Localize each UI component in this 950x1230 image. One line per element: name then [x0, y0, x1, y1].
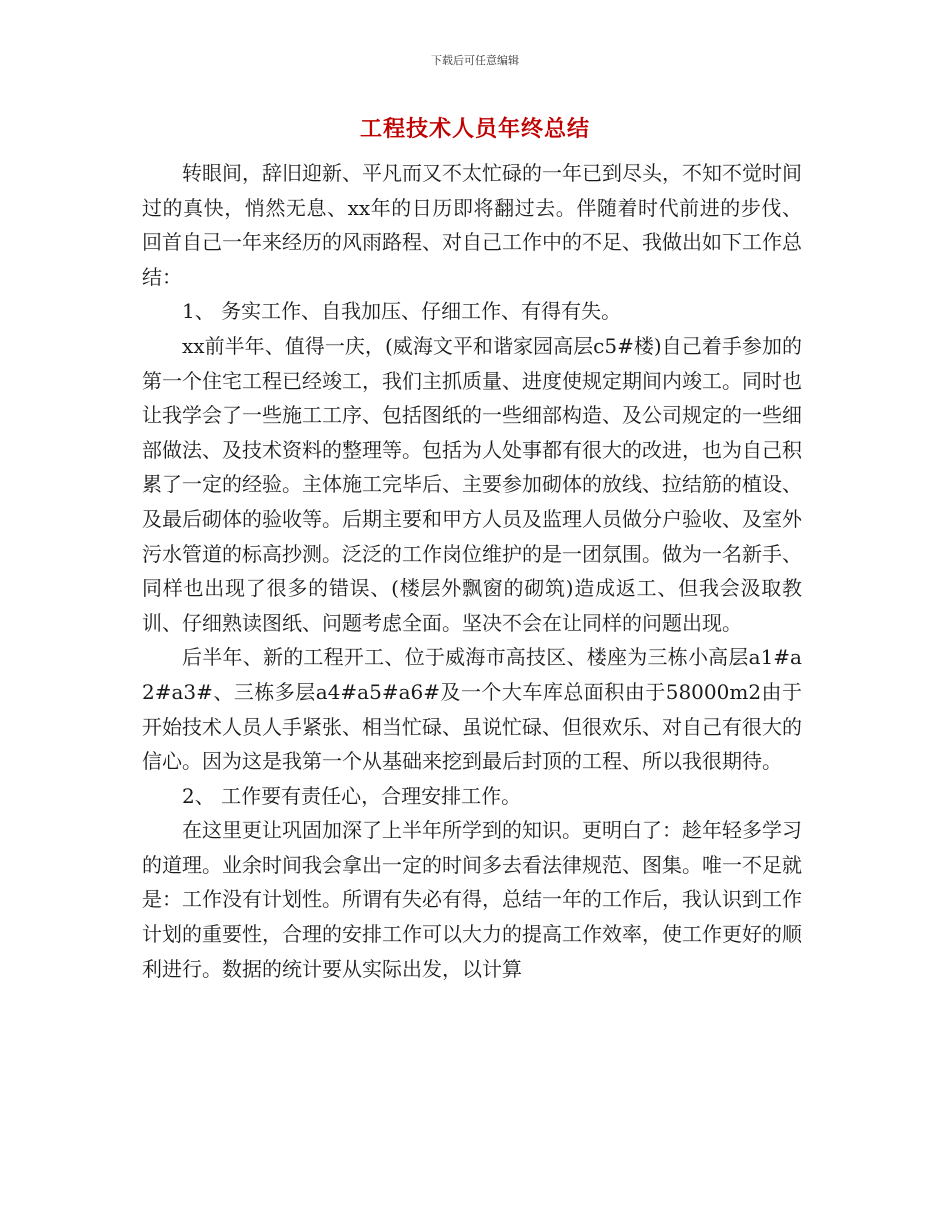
header-note: 下载后可任意编辑: [431, 54, 519, 67]
paragraph: 后半年、新的工程开工、位于威海市高技区、楼座为三栋小高层a1#a2#a3#、三栋多层a4#a5#a6#及一个大车库总面积由于58000m2由于开始技术人员人手紧张、相当忙碌、虽说忙碌、但很欢乐、对自己有很大的信心。因为这是我第一个从基础来挖到最后封顶的工程、所以我很期待。: [142, 645, 802, 774]
paragraph: 转眼间，辞旧迎新、平凡而又不太忙碌的一年已到尽头，不知不觉时间过的真快，悄然无息、xx年的日历即将翻过去。伴随着时代前进的步伐、回首自己一年来经历的风雨路程、对自己工作中的不足、我做出如下工作总结：: [142, 161, 802, 289]
paragraph: 2、 工作要有责任心，合理安排工作。: [182, 783, 522, 808]
paragraph: 在这里更让巩固加深了上半年所学到的知识。更明白了：趁年轻多学习的道理。业余时间我会拿出一定的时间多去看法律规范、图集。唯一不足就是：工作没有计划性。所谓有失必有得，总结一年的工作后，我认识到工作计划的重要性，合理的安排工作可以大力的提高工作效率，使工作更好的顺利进行。数据的统计要从实际出发，以计算: [142, 818, 802, 981]
paragraph: xx前半年、值得一庆，(威海文平和谐家园高层c5#楼)自己着手参加的第一个住宅工程已经竣工，我们主抓质量、进度使规定期间内竣工。同时也让我学会了一些施工工序、包括图纸的一些细部构造、及公司规定的一些细部做法、及技术资料的整理等。包括为人处事都有很大的改进，也为自己积累了一定的经验。主体施工完毕后、主要参加砌体的放线、拉结筋的植设、及最后砌体的验收等。后期主要和甲方人员及监理人员做分户验收、及室外污水管道的标高抄测。泛泛的工作岗位维护的是一团氛围。做为一名新手、同样也出现了很多的错误、(楼层外飘窗的砌筑)造成返工、但我会汲取教训、仔细熟读图纸、问题考虑全面。坚决不会在让同样的问题出现。: [142, 333, 802, 635]
document-title: 工程技术人员年终总结: [359, 117, 590, 142]
document-body: [142, 156, 802, 986]
paragraph: 1、 务实工作、自我加压、仔细工作、有得有失。: [182, 299, 622, 324]
